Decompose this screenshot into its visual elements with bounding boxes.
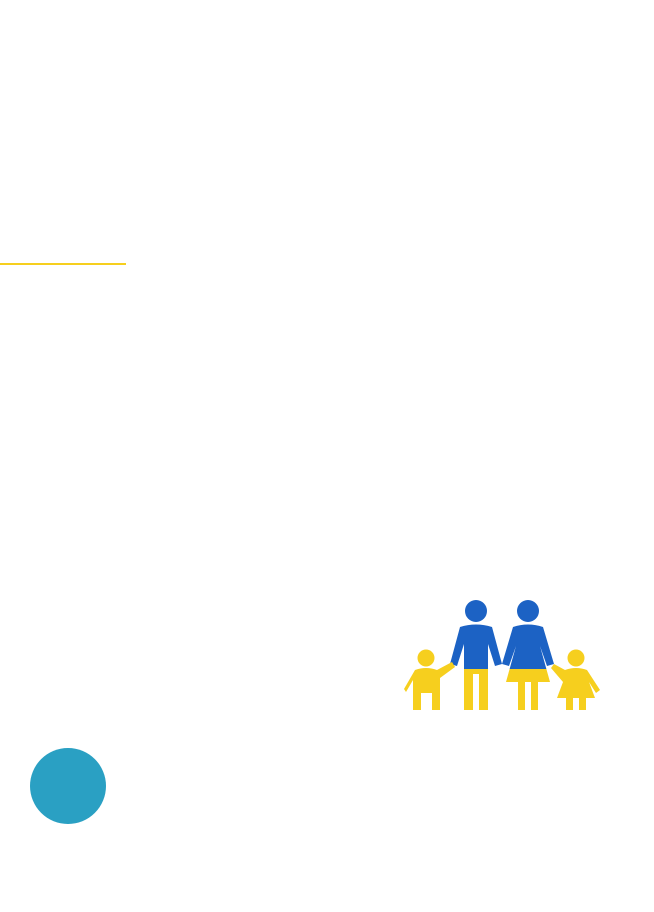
- family-illustration: [404, 598, 600, 710]
- ptt-emdr-logo: [28, 746, 108, 826]
- father-figure: [450, 600, 502, 710]
- organization-info: [120, 791, 620, 802]
- girl-figure: [551, 650, 600, 711]
- section-title-underline: [0, 263, 126, 265]
- mother-figure: [502, 600, 554, 710]
- boy-figure: [404, 650, 455, 711]
